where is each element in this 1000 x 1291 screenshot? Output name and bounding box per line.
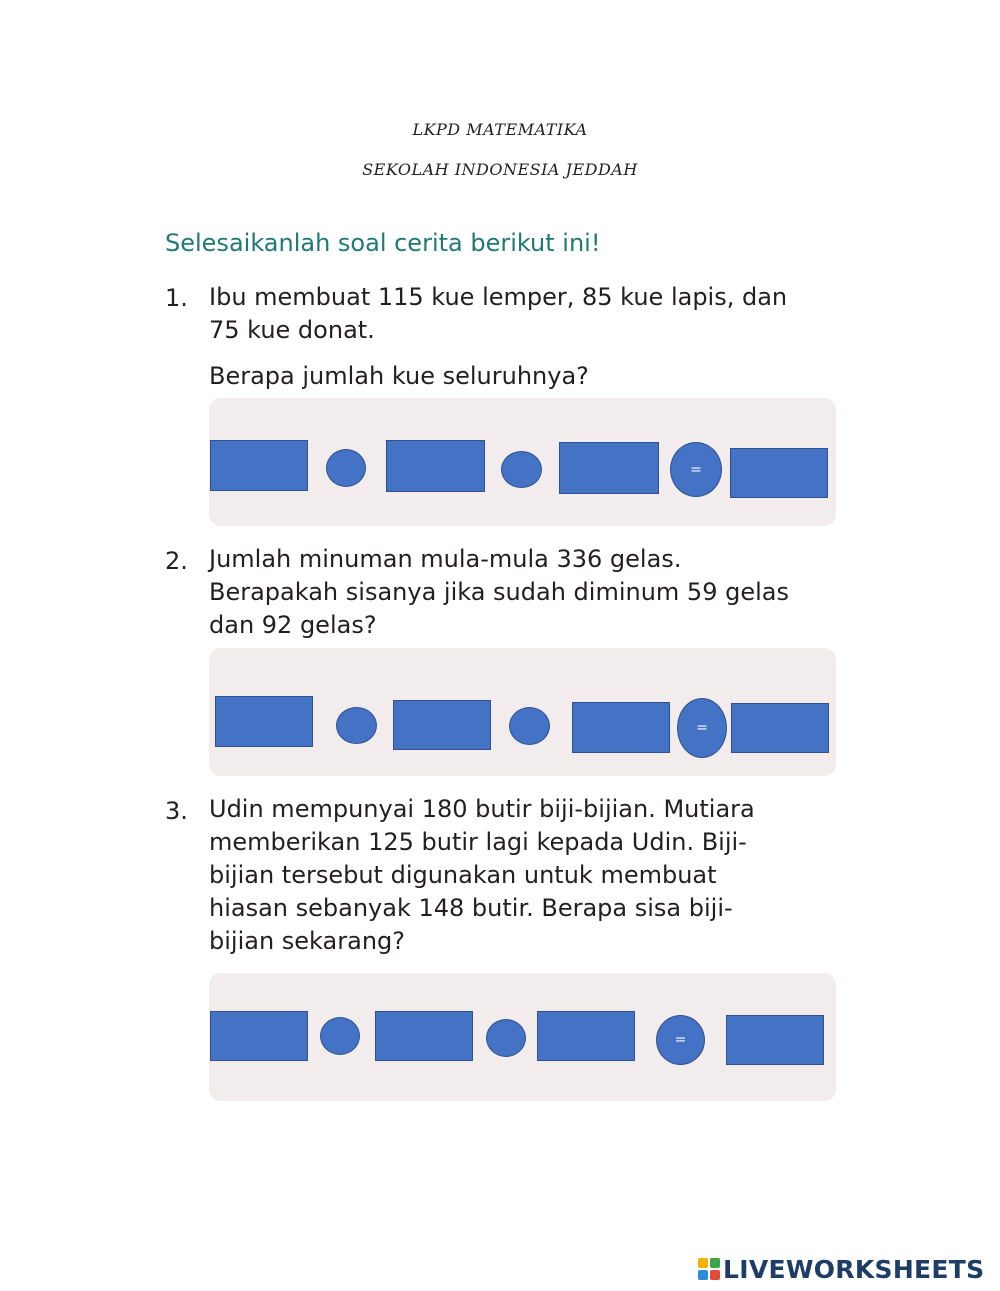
equals-circle [670, 442, 722, 497]
question-line: Udin mempunyai 180 butir biji-bijian. Mutiara [209, 795, 755, 823]
number-input-box[interactable] [375, 1011, 473, 1061]
question-1-number: 1. [165, 284, 188, 312]
answer-area-2 [209, 648, 836, 776]
question-2-number: 2. [165, 547, 188, 575]
operator-input-circle[interactable] [486, 1019, 526, 1057]
operator-input-circle[interactable] [501, 451, 542, 488]
question-line: Berapa jumlah kue seluruhnya? [209, 362, 589, 390]
question-line: Berapakah sisanya jika sudah diminum 59 gelas [209, 578, 789, 606]
worksheet-title: LKPD MATEMATIKA [412, 120, 588, 139]
school-name: SEKOLAH INDONESIA JEDDAH [362, 160, 638, 179]
number-input-box[interactable] [537, 1011, 635, 1061]
equals-sign: = [674, 1032, 687, 1048]
operator-input-circle[interactable] [326, 449, 366, 487]
instruction-heading: Selesaikanlah soal cerita berikut ini! [165, 229, 601, 257]
liveworksheets-logo [698, 1255, 984, 1283]
operator-input-circle[interactable] [336, 707, 377, 744]
question-3-number: 3. [165, 797, 188, 825]
result-input-box[interactable] [726, 1015, 824, 1065]
question-3-text [209, 793, 755, 958]
number-input-box[interactable] [210, 440, 308, 491]
equals-circle [677, 698, 727, 758]
number-input-box[interactable] [572, 702, 670, 753]
number-input-box[interactable] [559, 442, 659, 494]
question-line: memberikan 125 butir lagi kepada Udin. Biji- [209, 828, 747, 856]
question-line: dan 92 gelas? [209, 611, 377, 639]
number-input-box[interactable] [393, 700, 491, 750]
number-input-box[interactable] [386, 440, 485, 492]
question-line: 75 kue donat. [209, 316, 375, 344]
answer-area-3 [209, 973, 836, 1101]
question-line: Jumlah minuman mula-mula 336 gelas. [209, 545, 682, 573]
question-line: hiasan sebanyak 148 butir. Berapa sisa biji- [209, 894, 733, 922]
number-input-box[interactable] [210, 1011, 308, 1061]
question-1-text [209, 281, 787, 393]
question-line: bijian tersebut digunakan untuk membuat [209, 861, 717, 889]
answer-area-1 [209, 398, 836, 526]
result-input-box[interactable] [731, 703, 829, 753]
logo-text: LIVEWORKSHEETS [723, 1254, 985, 1284]
logo-mark-icon [698, 1258, 720, 1280]
question-line: bijian sekarang? [209, 927, 405, 955]
equals-sign: = [696, 720, 708, 736]
question-line: Ibu membuat 115 kue lemper, 85 kue lapis, dan [209, 283, 788, 311]
number-input-box[interactable] [215, 696, 313, 747]
operator-input-circle[interactable] [509, 707, 550, 745]
equals-sign: = [690, 461, 702, 478]
result-input-box[interactable] [730, 448, 828, 498]
operator-input-circle[interactable] [320, 1017, 360, 1055]
equals-circle [656, 1015, 705, 1065]
question-2-text [209, 543, 789, 642]
